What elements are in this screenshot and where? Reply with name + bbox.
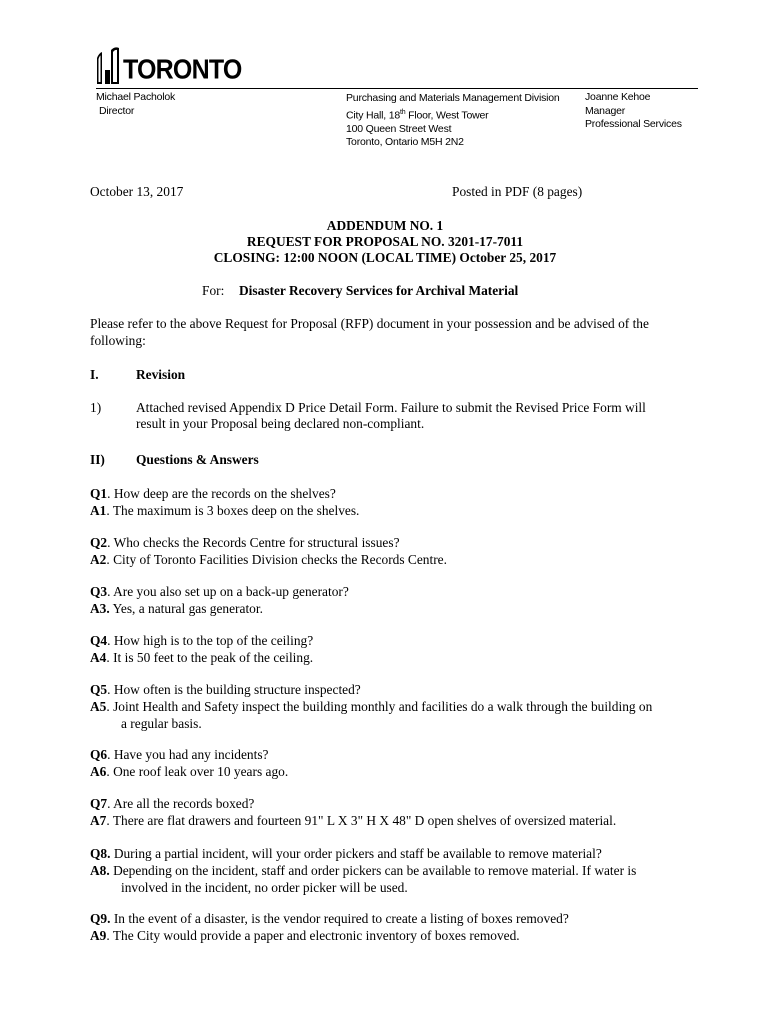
section-2-number: II) [90,452,105,467]
answer-3: A3. Yes, a natural gas generator. [90,601,263,616]
director-name: Michael Pacholok [96,91,176,103]
rfp-number: REQUEST FOR PROPOSAL NO. 3201-17-7011 [246,234,524,249]
city-hall-icon [96,46,120,84]
revision-item-line-1: Attached revised Appendix D Price Detail Form. Failure to submit the Revised Price Form will [136,400,646,415]
address-line-1: City Hall, 18th Floor, West Tower [346,108,489,121]
question-6: Q6. Have you had any incidents? [90,747,269,762]
answer-9: A9. The City would provide a paper and electronic inventory of boxes removed. [90,928,520,943]
question-5: Q5. How often is the building structure inspected? [90,682,361,697]
address-line-3: Toronto, Ontario M5H 2N2 [346,136,464,148]
answer-4: A4. It is 50 feet to the peak of the ceiling. [90,650,314,665]
document-date: October 13, 2017 [90,184,184,199]
for-subject: Disaster Recovery Services for Archival Material [239,283,519,298]
question-3: Q3. Are you also set up on a back-up generator? [90,584,349,599]
logo-wordmark: TORONTO [123,53,242,86]
section-1-title: Revision [136,367,186,382]
intro-paragraph: Please refer to the above Request for Proposal (RFP) document in your possession and be advised of the following: [90,316,649,348]
for-label: For: [202,283,225,298]
division-name: Purchasing and Materials Management Division [346,92,560,104]
answer-2: A2. City of Toronto Facilities Division checks the Records Centre. [90,552,447,567]
question-4: Q4. How high is to the top of the ceiling? [90,633,314,648]
qa-item-1 [90,485,710,519]
qa-item-6 [90,746,710,780]
qa-item-2 [90,534,710,568]
answer-5-continued: a regular basis. [121,716,202,731]
revision-item-number: 1) [90,400,102,415]
qa-item-4 [90,632,710,666]
revision-item-line-2: result in your Proposal being declared non-compliant. [136,416,425,431]
closing-time: CLOSING: 12:00 NOON (LOCAL TIME) October 25, 2017 [213,250,557,265]
posted-note: Posted in PDF (8 pages) [452,184,583,199]
address-line-2: 100 Queen Street West [346,122,452,135]
answer-8: A8. Depending on the incident, staff and order pickers can be available to remove material. If water is [90,863,637,878]
manager-name: Joanne Kehoe [585,91,651,103]
header-divider [96,88,698,89]
question-2: Q2. Who checks the Records Centre for structural issues? [90,535,400,550]
header-right-block [585,91,682,132]
header-middle-block [346,92,560,150]
section-2-title: Questions & Answers [136,452,259,467]
question-7: Q7. Are all the records boxed? [90,796,255,811]
qa-item-9 [90,910,710,944]
section-1-number: I. [90,367,99,382]
addendum-title: ADDENDUM NO. 1 [326,218,444,233]
question-8: Q8. During a partial incident, will your order pickers and staff be available to remove material? [90,846,602,861]
manager-department: Professional Services [585,118,682,130]
director-title: Director [99,104,135,117]
answer-6: A6. One roof leak over 10 years ago. [90,764,289,779]
answer-7: A7. There are flat drawers and fourteen 91" L X 3" H X 48" D open shelves of oversized material. [90,813,617,828]
qa-item-8 [90,845,710,896]
question-1: Q1. How deep are the records on the shelves? [90,486,336,501]
toronto-logo [96,46,242,84]
qa-item-3 [90,583,710,617]
answer-5: A5. Joint Health and Safety inspect the building monthly and facilities do a walk through the building on [90,699,653,714]
qa-item-7 [90,795,710,829]
answer-1: A1. The maximum is 3 boxes deep on the shelves. [90,503,360,518]
answer-8-continued: involved in the incident, no order picker will be used. [121,880,408,895]
question-9: Q9. In the event of a disaster, is the vendor required to create a listing of boxes removed? [90,911,569,926]
manager-title: Manager [585,104,626,117]
header-left-block [96,91,175,118]
qa-item-5 [90,681,710,732]
